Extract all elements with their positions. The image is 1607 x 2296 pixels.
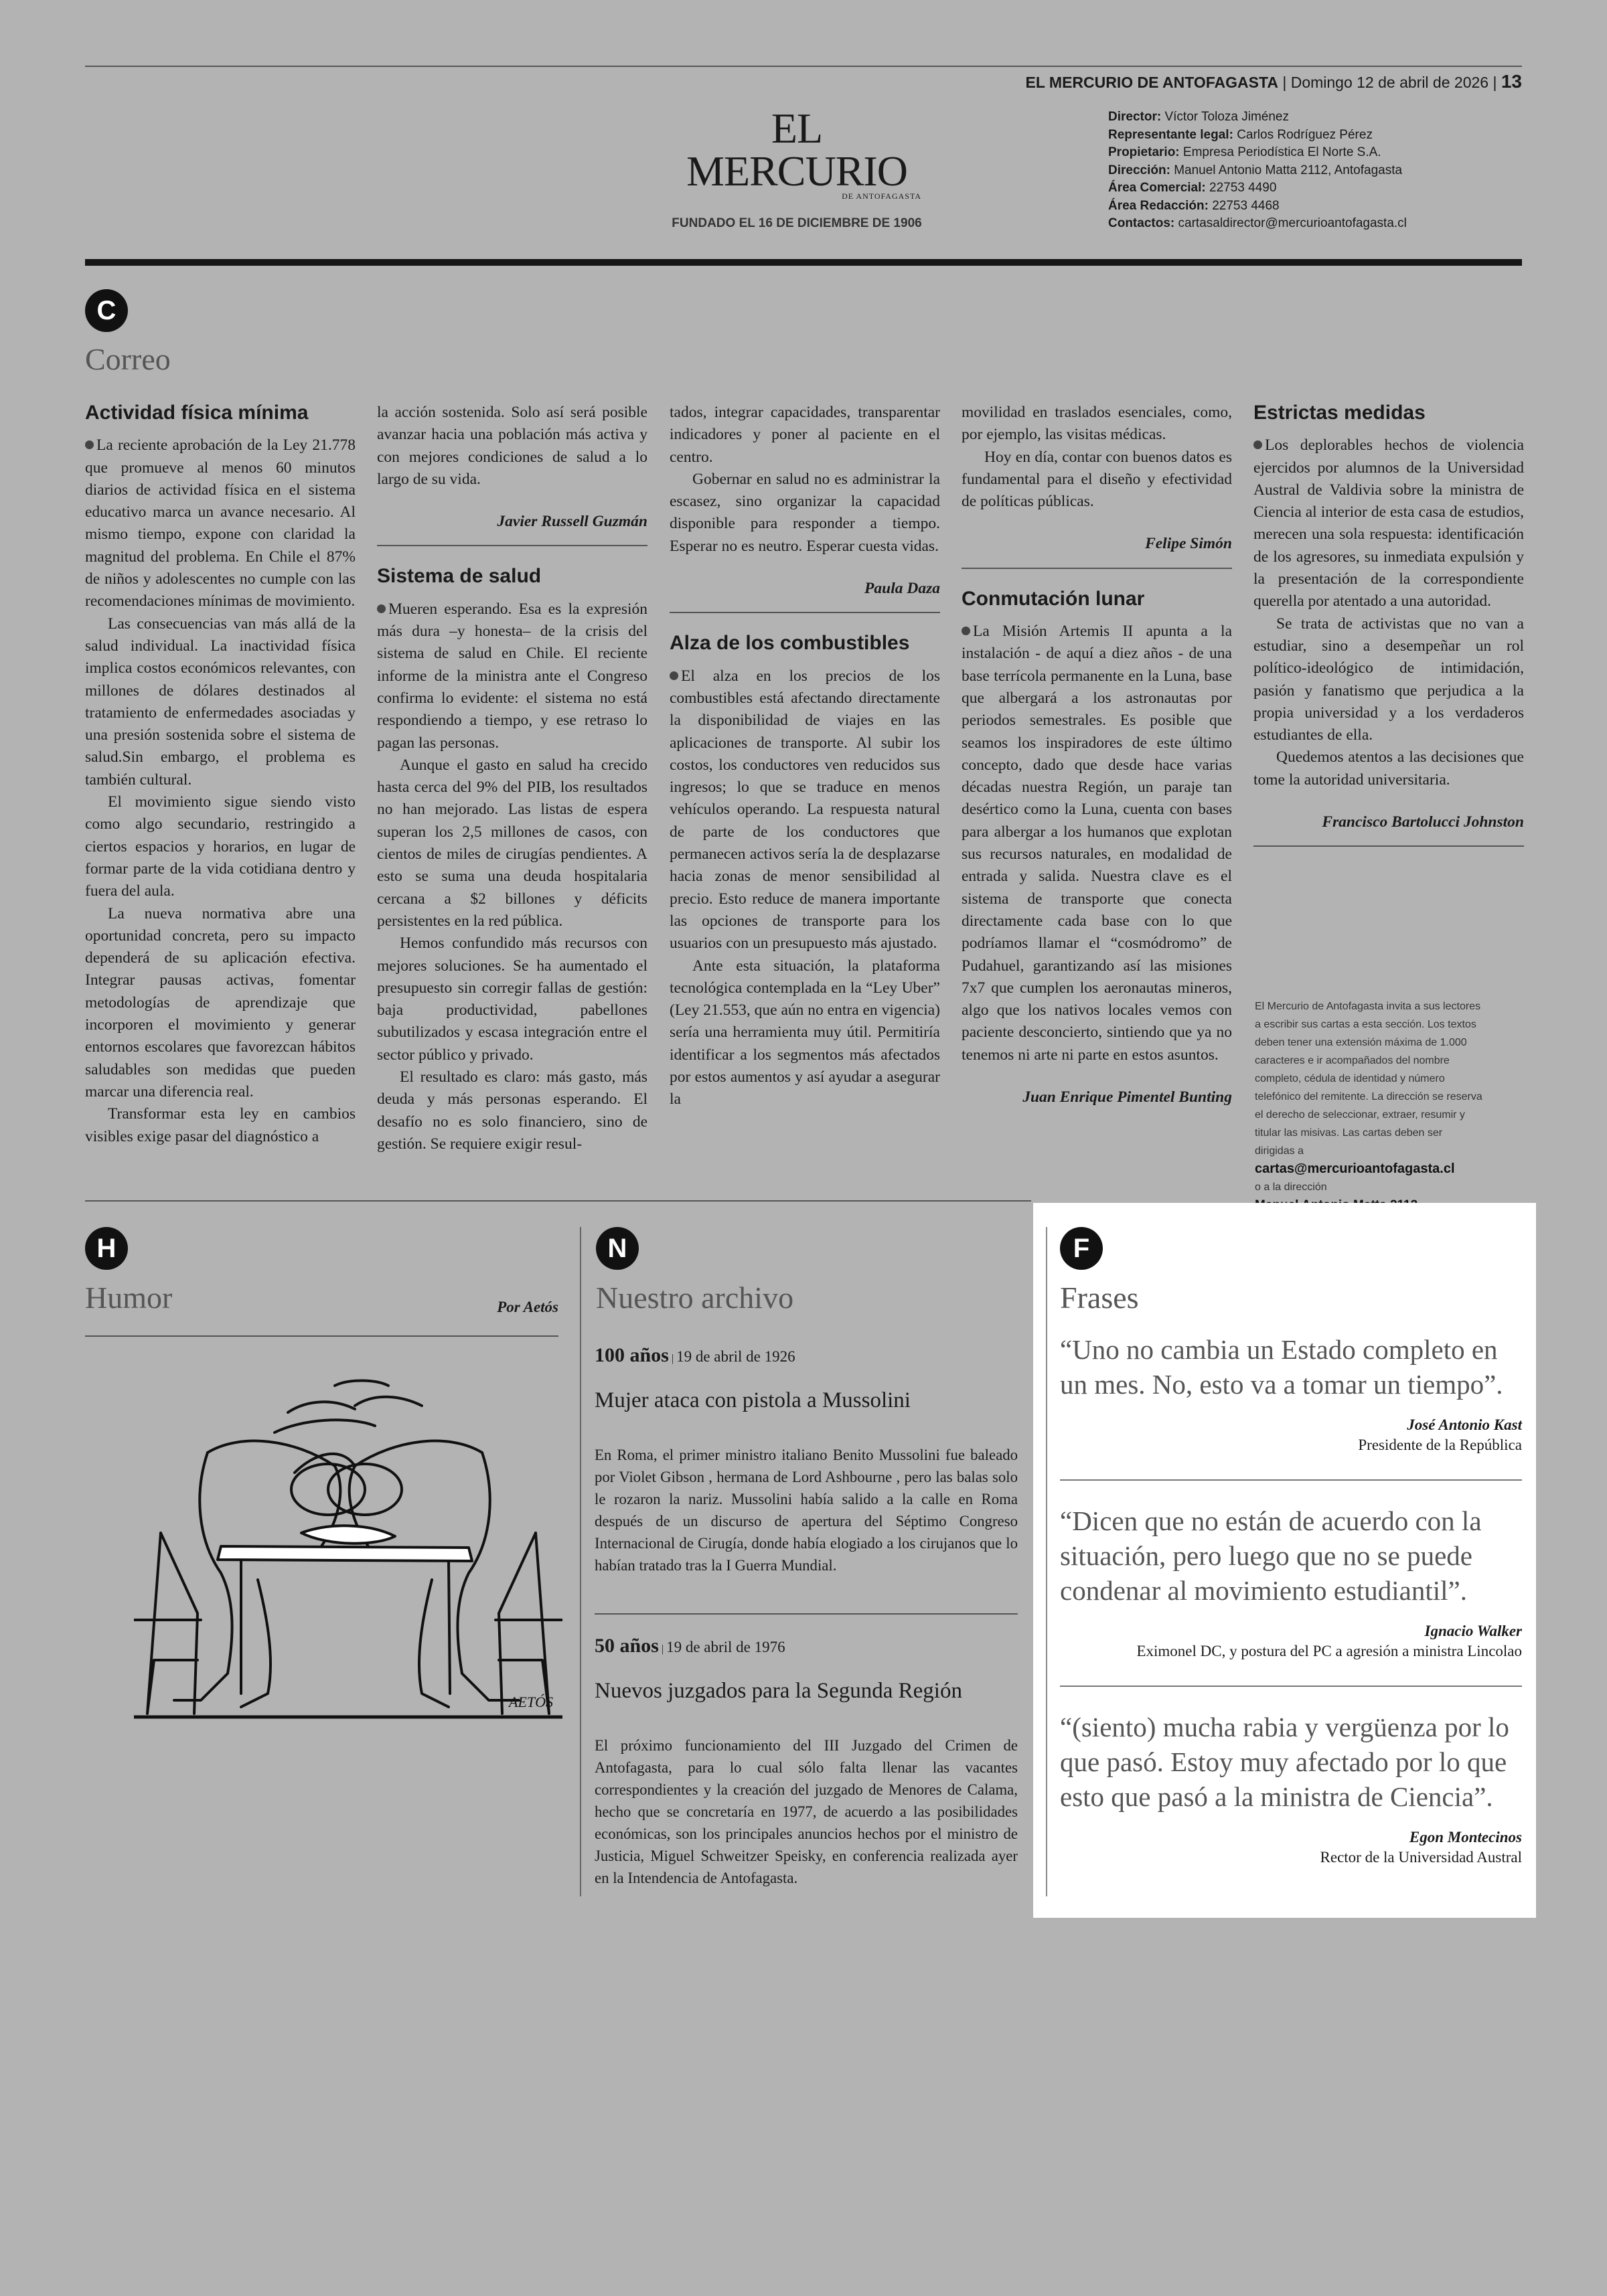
staff-line[interactable]: Contactos: cartasaldirector@mercurioantofagasta.cl: [1108, 216, 1407, 230]
quote-text: “(siento) mucha rabia y vergüenza por lo que pasó. Estoy muy afectado por lo que esto que pasó a la ministra de Ciencia”.: [1060, 1712, 1509, 1812]
letter-separator: [1253, 845, 1524, 847]
bullet-icon: [962, 627, 970, 635]
archive-headline: Mujer ataca con pistola a Mussolini: [595, 1388, 911, 1412]
correo-title: Correo: [85, 342, 171, 376]
letter-column-5: Estrictas medidas Los deplorables hechos de violencia ejercidos por alumnos de la Universidad Austral de Valdivia sobre la ministra de Ciencia al interior de esta casa de estudios, merecen una sola respuesta: identificación de los agresores, su inmediata expulsión y la presentación de la correspondiente querella por atentado a una autoridad. Se trata de activistas que no van a estudiar, sino a desempeñar un rol político-ideológico de intimidación, pasión y fanatismo que perjudica a la propia universidad y a los verdaderos estudiantes de ella. Quedemos atentos a las decisiones que tome la autoridad universitaria. Francisco Bartolucci Johnston: [1253, 402, 1524, 866]
letter-headline: Actividad física mínima: [85, 402, 309, 424]
page-header: EL MERCURIO DE ANTOFAGASTA | Domingo 12 de abril de 2026 | 13: [1025, 71, 1522, 92]
letter-column-4: movilidad en traslados esenciales, como, por ejemplo, las visitas médicas. Hoy en día, contar con buenos datos es fundamental para el diseño y efectividad de políticas públicas. Felipe Simón Conmutación lunar La Misión Artemis II apunta a la instalación - de aquí a diez años - de una base terrícola permanente en la Luna, base que albergará a los astronautas por periodos semestrales. Es posible que seamos los inspiradores de este último concepto, dado que desde hace varias décadas nuestra Región, un paraje tan desértico como la Luna, cuenta con bases para albergar a los humanos que explotan sus recursos naturales, en modalidad de entrada y salida. Nuestra clave es el sistema de transporte que conecta directamente cada base con lo que podríamos llamar el “cosmódromo” de Pudahuel, garantizando así las misiones 7x7 que cumplen los aeronautas mineros, algo que los nativos locales vemos con paciente desconcierto, sintiendo que ya no tenemos ni arte ni parte en estos asuntos. Juan Enrique Pimentel Bunting: [962, 402, 1232, 1121]
humor-author: Por Aetós: [497, 1299, 558, 1315]
archive-headline: Nuevos juzgados para la Segunda Región: [595, 1679, 962, 1703]
letter-column-1: Actividad física mínima La reciente aprobación de la Ley 21.778 que promueve al menos 60 minutos diarios de actividad física en el sistema educativo marca un avance necesario. Al mismo tiempo, expone con claridad la magnitud del problema. En Chile el 87% de niños y adolescentes no cumple con las recomendaciones mínimas de movimiento. Las consecuencias van más allá de la salud individual. La inactividad física implica costos económicos relevantes, con millones de dólares destinados al tratamiento de enfermedades asociadas y una presión sostenida sobre el sistema de salud.Sin embargo, el problema es también cultural. El movimiento sigue siendo visto como algo secundario, restringido a ciertos espacios y horarios, en lugar de formar parte de la vida cotidiana dentro y fuera del aula. La nueva normativa abre una oportunidad concreta, pero su impacto dependerá de su aplicación efectiva. Integrar pausas activas, fomentar metodologías de aprendizaje que incorporen el movimiento y generar entornos escolares que favorezcan hábitos saludables son medidas que pueden marcar una diferencia real. Transformar esta ley en cambios visibles exige pasar del diagnóstico a: [85, 402, 356, 1145]
bullet-icon: [85, 440, 94, 449]
letter-signature: Juan Enrique Pimentel Bunting: [1022, 1088, 1232, 1106]
letter-headline: Conmutación lunar: [962, 587, 1145, 610]
cartoon-signature: AETÓS: [509, 1694, 553, 1710]
letter-signature: Francisco Bartolucci Johnston: [1322, 813, 1524, 831]
notice-or: o a la dirección: [1255, 1181, 1327, 1193]
staff-box: [1108, 108, 1407, 233]
middle-rule: [85, 1200, 1031, 1202]
quote-text: “Dicen que no están de acuerdo con la situación, pero luego que no se puede condenar al movimiento estudiantil”.: [1060, 1505, 1482, 1606]
quote-role: Rector de la Universidad Austral: [1320, 1849, 1522, 1866]
staff-line: Área Comercial: 22753 4490: [1108, 181, 1277, 195]
staff-line: Área Redacción: 22753 4468: [1108, 198, 1280, 213]
letter-signature: Paula Daza: [864, 580, 940, 598]
humor-rule: [85, 1335, 558, 1337]
staff-line: Representante legal: Carlos Rodríguez Pérez: [1108, 127, 1373, 142]
archive-years: 50 años: [595, 1635, 659, 1657]
archive-item: 100 años | 19 de abril de 1926 Mujer ataca con pistola a Mussolini En Roma, el primer ministro italiano Benito Mussolini fue baleado por Violet Gibson , hermana de Lord Ashbourne , pero las balas solo le rozaron la nariz. Mussolini había salido a la calle en Roma después de un discurso de apertura del Séptimo Congreso Internacional de Cirugía, donde había elogiado a los cirujanos que lo habían tratado tras la I Guerra Mundial.: [595, 1344, 1018, 1576]
archive-separator: [595, 1613, 1018, 1615]
notice-email[interactable]: cartas@mercurioantofagasta.cl: [1255, 1161, 1455, 1176]
quote-separator: [1060, 1686, 1522, 1687]
quote-role: Presidente de la República: [1358, 1437, 1522, 1453]
letter-separator: [670, 612, 940, 613]
quote-separator: [1060, 1479, 1522, 1481]
letter-column-2: la acción sostenida. Solo así será posible avanzar hacia una población más activa y con mejores condiciones de salud a lo largo de su vida. Javier Russell Guzmán Sistema de salud Mueren esperando. Esa es la expresión más dura –y honesta– de la crisis del sistema de salud en Chile. El reciente informe de la ministra ante el Congreso confirma lo evidente: el sistema no está respondiendo a tiempo, y ese retraso lo pagan las personas. Aunque el gasto en salud ha crecido hasta cerca del 9% del PIB, los resultados no han mejorado. Las listas de espera superan los 2,5 millones de casos, con cientos de miles de cirugías pendientes. A esto se suma una deuda hospitalaria cercana a $2 billones y déficits persistentes en la red pública. Hemos confundido más recursos con mejores soluciones. Se ha aumentado el presupuesto sin corregir fallas de gestión: baja productividad, pabellones subutilizados y escasa integración entre el sector público y privado. El resultado es claro: más gasto, más deuda y más personas esperando. El desafío no es solo financiero, sino de gestión. Se requiere exigir resul-: [377, 404, 647, 1153]
bullet-icon: [1253, 440, 1262, 449]
archivo-badge: N: [596, 1227, 639, 1270]
quote-text: “Uno no cambia un Estado completo en un mes. No, esto va a tomar un tiempo”.: [1060, 1334, 1503, 1400]
correo-badge: C: [85, 289, 128, 332]
staff-line: Propietario: Empresa Periodística El Norte S.A.: [1108, 145, 1381, 159]
staff-line: Director: Víctor Toloza Jiménez: [1108, 110, 1289, 124]
letter-signature: Javier Russell Guzmán: [497, 513, 647, 531]
archivo-title: Nuestro archivo: [596, 1281, 794, 1315]
frases-badge: F: [1060, 1227, 1103, 1270]
archive-date: 19 de abril de 1926: [676, 1348, 795, 1365]
archive-body: En Roma, el primer ministro italiano Benito Mussolini fue baleado por Violet Gibson , hermana de Lord Ashbourne , pero las balas solo le rozaron la nariz. Mussolini había salido a la calle en Roma después de un discurso de apertura del Séptimo Congreso Internacional de Cirugía, donde había elogiado a los cirujanos que lo habían tratado tras la I Guerra Mundial.: [595, 1447, 1018, 1574]
notice-text: El Mercurio de Antofagasta invita a sus lectores a escribir sus cartas a esta sección. Los textos deben tener una extensión máxima de 1.000 caracteres e ir acompañados del nombre completo, cédula de identidad y número telefónico del remitente. La dirección se reserva el derecho de seleccionar, extraer, resumir y titular las misivas. Las cartas deben ser dirigidas a: [1255, 1001, 1482, 1157]
archive-date: 19 de abril de 1976: [666, 1639, 785, 1655]
logo-sub: DE ANTOFAGASTA: [842, 191, 921, 201]
cartoon-illustration: [134, 1379, 562, 1727]
archive-item: 50 años | 19 de abril de 1976 Nuevos juzgados para la Segunda Región El próximo funcionamiento del III Juzgado del Crimen de Antofagasta, para lo cual sólo falta llenar las vacantes correspondientes y la creación del juzgado de Menores de Calama, hecho que se concretaría en 1977, de acuerdo a las posibilidades económicas, son los principales anuncios hechos por el ministro de Justicia, Miguel Schweitzer Speisky, en conferencia realizada ayer en la Intendencia de Antofagasta.: [595, 1635, 1018, 1889]
quotes-list: [1060, 1332, 1522, 1866]
archive-body: El próximo funcionamiento del III Juzgado del Crimen de Antofagasta, para lo cual sólo falta llenar las vacantes correspondientes y la creación del juzgado de Menores de Calama, hecho que se concretaría en 1977, de acuerdo a las posibilidades económicas, son los principales anuncios hechos por el ministro de Justicia, Miguel Schweitzer Speisky, en conferencia realizada ayer en la Intendencia de Antofagasta.: [595, 1737, 1018, 1886]
letter-headline: Sistema de salud: [377, 565, 542, 588]
issue-date: Domingo 12 de abril de 2026: [1290, 74, 1489, 91]
bullet-icon: [670, 671, 678, 680]
masthead-logo: [670, 104, 924, 231]
column-divider: [580, 1227, 581, 1896]
paper-name: EL MERCURIO DE ANTOFAGASTA: [1025, 74, 1278, 91]
quote-role: Eximonel DC, y postura del PC a agresión a ministra Lincolao: [1136, 1643, 1522, 1659]
humor-title: Humor: [85, 1281, 173, 1315]
bullet-icon: [377, 604, 386, 613]
letter-signature: Felipe Simón: [1145, 535, 1232, 553]
frases-divider: [1046, 1227, 1047, 1896]
quote-author: Egon Montecinos: [1409, 1829, 1522, 1846]
letter-separator: [962, 568, 1232, 569]
founded-line: FUNDADO EL 16 DE DICIEMBRE DE 1906: [672, 216, 922, 230]
letter-headline: Estrictas medidas: [1253, 402, 1426, 424]
quote-author: José Antonio Kast: [1407, 1416, 1522, 1433]
submission-notice: [1255, 997, 1482, 1232]
top-line: [85, 66, 1522, 67]
quote-author: Ignacio Walker: [1424, 1623, 1522, 1639]
archive-years: 100 años: [595, 1344, 669, 1366]
humor-badge: H: [85, 1227, 128, 1270]
letter-separator: [377, 545, 647, 546]
staff-line: Dirección: Manuel Antonio Matta 2112, Antofagasta: [1108, 163, 1403, 177]
letter-column-3: tados, integrar capacidades, transparentar indicadores y poner al paciente en el centro. Gobernar en salud no es administrar la escasez, sino organizar la capacidad disponible para responder a tiempo. Esperar no es neutro. Esperar cuesta vidas. Paula Daza Alza de los combustibles El alza en los precios de los combustibles está afectando directamente la disponibilidad de viajes en las aplicaciones de transporte. Al subir los costos, los conductores ven reducidos sus ingresos; lo que se traduce en menos vehículos operando. La respuesta natural de parte de los conductores que permanecen activos sería la de desplazarse hacia zonas de menor sensibilidad al precio. Esto reduce de manera importante las opciones de transporte para los usuarios con un presupuesto más ajustado. Ante esta situación, la plataforma tecnológica contemplada en la “Ley Uber” (Ley 21.553, que aún no entra en vigencia) sería una herramienta muy útil. Permitiría identificar a los segmentos más afectados por estos aumentos y así ayudar a asegurar la: [670, 404, 940, 1109]
page-number: 13: [1501, 71, 1522, 92]
letter-headline: Alza de los combustibles: [670, 632, 910, 655]
logo-name: EL MERCURIO: [686, 104, 907, 195]
frases-title: Frases: [1060, 1281, 1139, 1315]
masthead-rule: [85, 259, 1522, 266]
